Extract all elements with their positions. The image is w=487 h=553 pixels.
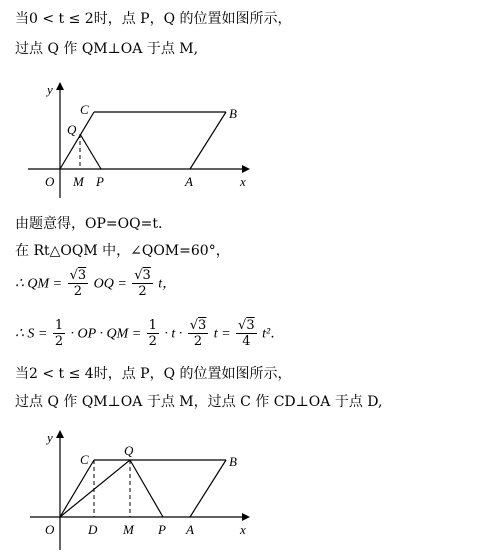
frac-sqrt3-over-2-a: $\frac{√3}{2}$: [69, 268, 87, 299]
line-3: 由题意得，OP=OQ=t.: [15, 216, 163, 232]
label-Q: Q: [67, 122, 77, 137]
frac-1-over-2-b: $\frac{1}{2}$: [148, 318, 157, 349]
label-O: O: [45, 174, 55, 189]
label-C: C: [80, 452, 89, 467]
label-Q: Q: [124, 443, 134, 458]
frac-sqrt3-over-2-c: $\frac{√3}{2}$: [189, 318, 207, 349]
line-2: 过点 Q 作 QM⊥OA 于点 M,: [15, 41, 199, 57]
segment-QP: [80, 134, 101, 169]
label-A: A: [186, 522, 194, 537]
x-axis-arrow: [242, 513, 250, 521]
label-y: y: [47, 430, 53, 445]
segment-OC: [60, 112, 94, 169]
label-M: M: [123, 522, 134, 537]
line-8: 过点 Q 作 QM⊥OA 于点 M，过点 C 作 CD⊥OA 于点 D,: [15, 394, 383, 410]
segment-QP: [130, 460, 163, 517]
line-7: 当2 < t ≤ 4时，点 P，Q 的位置如图所示，: [15, 366, 292, 382]
line-6: ∴ S = $\frac{1}{2}$ · OP · QM = $\frac{1}{2}$ · t · $\frac{√3}{2}$ t = $\frac{√3}{4}$ t²．: [15, 318, 285, 349]
frac-sqrt3-over-4: $\frac{√3}{4}$: [238, 318, 255, 349]
frac-sqrt3-over-2-b: $\frac{√3}{2}$: [134, 268, 151, 299]
segment-BA: [190, 460, 226, 517]
figure-2: [0, 418, 487, 553]
y-axis-arrow: [56, 82, 64, 90]
line-5: ∴ QM = $\frac{√3}{2}$ OQ = $\frac{√3}{2}$ t，: [15, 268, 177, 299]
y-axis-arrow: [56, 430, 64, 438]
segment-OQ: [60, 460, 130, 517]
label-x: x: [240, 522, 246, 537]
line-4: 在 Rt△OQM 中，∠QOM=60°，: [15, 243, 230, 259]
label-B: B: [229, 454, 237, 469]
label-M: M: [73, 174, 84, 189]
line-1: 当0 < t ≤ 2时，点 P，Q 的位置如图所示，: [15, 11, 292, 27]
label-x: x: [240, 174, 246, 189]
label-B: B: [229, 106, 237, 121]
frac-1-over-2-a: $\frac{1}{2}$: [54, 318, 64, 349]
x-axis-arrow: [242, 165, 250, 173]
figure-1: [0, 70, 487, 270]
segment-OC: [60, 460, 94, 517]
label-P: P: [158, 522, 166, 537]
label-O: O: [45, 522, 55, 537]
label-y: y: [47, 82, 53, 97]
segment-BA: [190, 112, 226, 169]
label-P: P: [96, 174, 104, 189]
label-A: A: [185, 174, 193, 189]
label-C: C: [80, 102, 89, 117]
label-D: D: [88, 522, 98, 537]
